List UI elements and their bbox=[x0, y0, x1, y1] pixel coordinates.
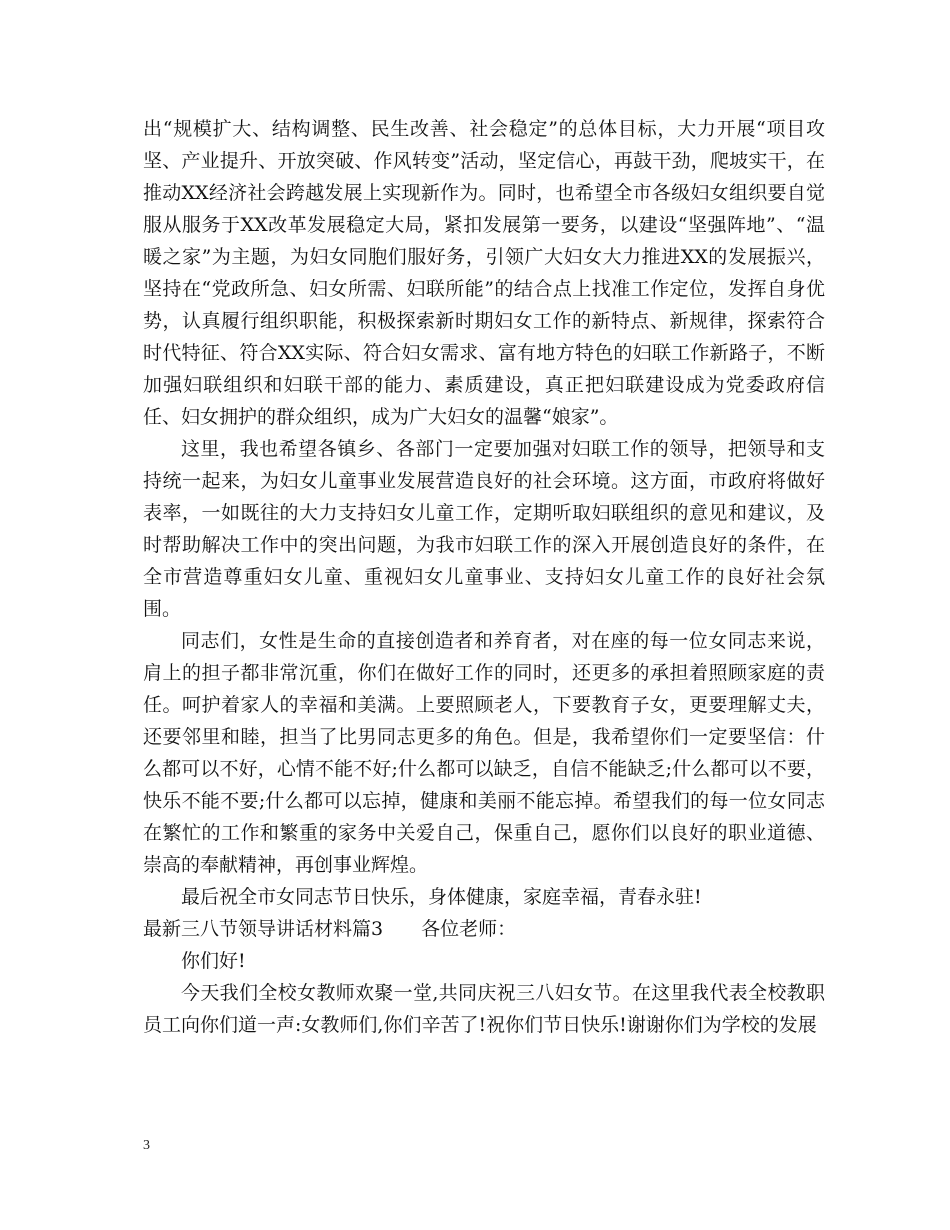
paragraph-4: 最后祝全市女同志节日快乐，身体健康，家庭幸福，青春永驻! bbox=[181, 886, 702, 908]
section-title: 最新三八节领导讲话材料篇3 bbox=[143, 918, 384, 940]
paragraph-1: 出“规模扩大、结构调整、民生改善、社会稳定”的总体目标，大力开展“项目攻坚、产业提升、开放突破、作风转变”活动，坚定信心，再鼓干劲，爬坡实干，在推动XX经济社会跨越发展上实现新作为。同时，也希望全市各级妇女组织要自觉服从服务于XX改革发展稳定大局，紧扣发展第一要务，以建设“坚强阵地”、“温暖之家”为主题，为妇女同胞们服好务，引领广大妇女大力推进XX的发展振兴，坚持在“党政所急、妇女所需、妇联所能”的结合点上找准工作定位，发挥自身优势，认真履行组织职能，积极探索新时期妇女工作的新特点、新规律，探索符合时代特征、符合XX实际、符合妇女需求、富有地方特色的妇联工作新路子，不断加强妇联组织和妇联干部的能力、素质建设，真正把妇联建设成为党委政府信任、妇女拥护的群众组织，成为广大妇女的温馨“娘家”。 bbox=[143, 118, 825, 428]
paragraph-5: 你们好! bbox=[181, 950, 246, 972]
section-heading bbox=[143, 913, 825, 945]
page-number: 3 bbox=[143, 1138, 150, 1153]
paragraph-2: 这里，我也希望各镇乡、各部门一定要加强对妇联工作的领导，把领导和支持统一起来，为妇女儿童事业发展营造良好的社会环境。这方面，市政府将做好表率，一如既往的大力支持妇女儿童工作，定期听取妇联组织的意见和建议，及时帮助解决工作中的突出问题，为我市妇联工作的深入开展创造良好的条件，在全市营造尊重妇女儿童、重视妇女儿童事业、支持妇女儿童工作的良好社会氛围。 bbox=[143, 438, 825, 620]
document-body bbox=[143, 113, 825, 1041]
paragraph-3: 同志们，女性是生命的直接创造者和养育者，对在座的每一位女同志来说，肩上的担子都非常沉重，你们在做好工作的同时，还更多的承担着照顾家庭的责任。呵护着家人的幸福和美满。上要照顾老人，下要教育子女，更要理解丈夫，还要邻里和睦，担当了比男同志更多的角色。但是，我希望你们一定要坚信：什么都可以不好，心情不能不好;什么都可以缺乏，自信不能缺乏;什么都可以不要，快乐不能不要;什么都可以忘掉，健康和美丽不能忘掉。希望我们的每一位女同志在繁忙的工作和繁重的家务中关爱自己，保重自己，愿你们以良好的职业道德、崇高的奉献精神，再创事业辉煌。 bbox=[143, 630, 825, 876]
paragraph-6: 今天我们全校女教师欢聚一堂,共同庆祝三八妇女节。在这里我代表全校教职员工向你们道一声:女教师们,你们辛苦了!祝你们节日快乐!谢谢你们为学校的发展 bbox=[143, 982, 825, 1036]
salutation: 各位老师： bbox=[421, 918, 517, 940]
